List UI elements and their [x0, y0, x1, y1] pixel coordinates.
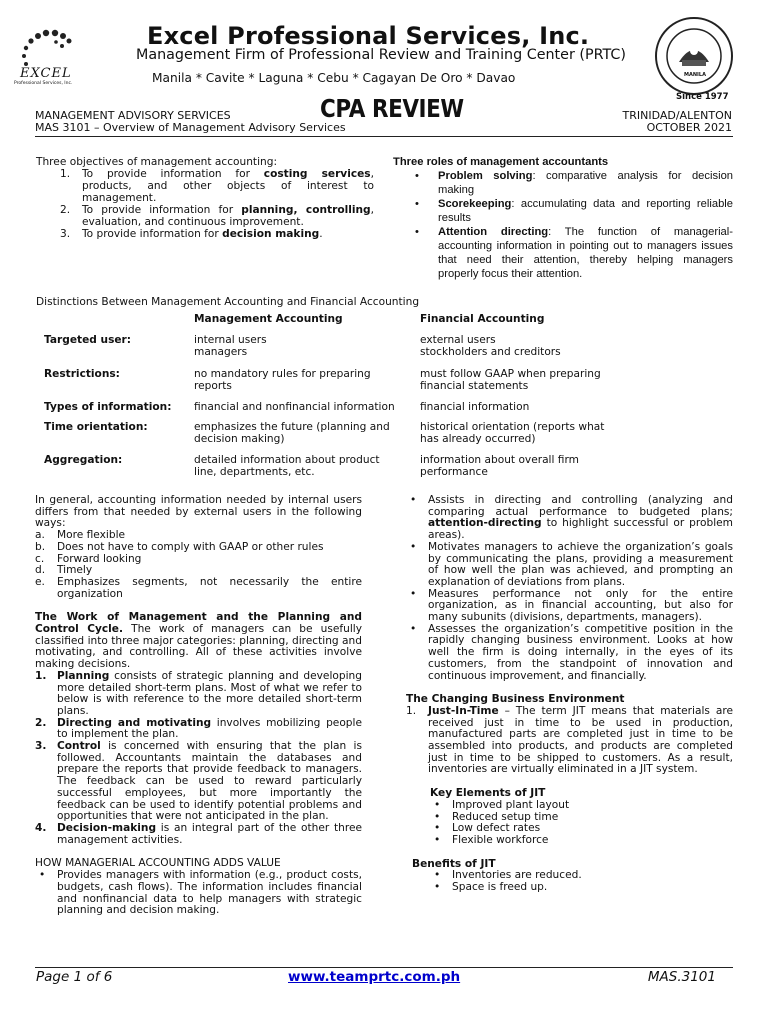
objective-item — [60, 228, 374, 240]
way-letter: b. — [35, 540, 46, 553]
work-bold: Control — [57, 740, 101, 753]
row-fin: financial information — [420, 401, 530, 413]
work-item — [35, 741, 362, 823]
way-text: Timely — [57, 564, 93, 577]
objective-text: . — [319, 228, 323, 240]
since-label: Since 1977 — [676, 92, 729, 102]
objective-text: , evaluation, and continuous improvement. — [82, 204, 374, 228]
role-bold: Attention directing — [438, 226, 549, 238]
work-text: is concerned with ensuring that the plan is followed. Accountants maintain the databases and prepare the reports that provide feedback to managers. The feedback can be used to reward particularly successful employees, but more importantly the feedback can be used to identify potential problems and opportunities that were not anticipated in the plan. — [57, 740, 362, 823]
key-item-text: Reduced setup time — [452, 810, 559, 823]
value-bullet — [406, 624, 733, 683]
row-fin: external users stockholders and creditors — [420, 334, 561, 358]
bullet-text: Motivates managers to achieve the organization’s goals by communicating the plans, providing a measurement of how well the plan was achieved, and prompting an explanation of deviations from plans. — [428, 540, 733, 588]
key-list — [430, 800, 733, 847]
work-heading: The Work of Management and the Planning and Control Cycle. — [35, 611, 362, 636]
work-num: 1. — [35, 669, 47, 682]
course-right-2: OCTOBER 2021 — [646, 121, 732, 134]
work-bold: Planning — [57, 669, 110, 682]
benefit-item — [430, 882, 733, 894]
role-bold: Problem solving — [438, 170, 533, 182]
bullet-text: to highlight successful or problem areas). — [428, 517, 733, 542]
way-letter: e. — [35, 575, 45, 588]
work-bold: Decision-making — [57, 821, 157, 834]
row-label: Types of information: — [44, 401, 172, 413]
value-item-text: Provides managers with information (e.g., product costs, budgets, cash flows). The information includes financial and nonfinancial data to help managers with strategic planning and decision making. — [57, 869, 362, 917]
objective-bold: planning, controlling — [241, 204, 371, 216]
objective-text: , products, and other objects of interest to management. — [82, 168, 374, 204]
cpa-review-title: CPA REVIEW — [320, 94, 464, 123]
role-text: : comparative analysis for decision making — [438, 170, 734, 196]
header-rule — [35, 136, 733, 137]
key-item-text: Low defect rates — [452, 822, 541, 835]
objective-bold: decision making — [222, 228, 320, 240]
benefits-list — [430, 870, 733, 893]
row-fin: information about overall firm performance — [420, 454, 579, 478]
value-bullet — [406, 542, 733, 589]
objective-num: 1. — [60, 168, 71, 180]
roles-section — [393, 155, 733, 281]
jit-item — [406, 706, 733, 776]
left-column — [35, 495, 362, 917]
key-item — [430, 835, 733, 847]
row-label: Targeted user: — [44, 334, 132, 346]
objective-bold: costing services — [263, 168, 371, 180]
row-label: Time orientation: — [44, 421, 148, 433]
footer-code: MAS.3101 — [647, 969, 716, 985]
key-title: Key Elements of JIT — [430, 787, 546, 800]
objectives-list — [60, 168, 374, 240]
key-item-text: Flexible workforce — [452, 833, 549, 846]
work-text: involves mobilizing people to implement the plan. — [57, 716, 362, 741]
course-left-2: MAS 3101 – Overview of Management Advisory Services — [35, 121, 346, 134]
objective-text: To provide information for — [82, 228, 223, 240]
bullet-text: Assists in directing and controlling (analyzing and comparing actual performance to budgeted plans; — [428, 494, 733, 518]
company-subtitle: Management Firm of Professional Review and Training Center (PRTC) — [136, 47, 626, 63]
right-bullets — [406, 495, 733, 682]
way-letter: a. — [35, 529, 45, 542]
course-right-1: TRINIDAD/ALENTON — [622, 109, 732, 122]
ways-list — [35, 530, 362, 600]
work-paragraph — [35, 612, 362, 671]
work-num: 3. — [35, 740, 47, 753]
value-bullet — [406, 589, 733, 624]
objectives-section — [36, 156, 374, 240]
row-fin: must follow GAAP when preparing financial statements — [420, 368, 601, 392]
work-text: consists of strategic planning and developing more detailed short-term plans. Most of what we refer to below is with reference to the more detailed short-term plans. — [57, 669, 362, 717]
work-bold: Directing and motivating — [57, 716, 212, 729]
row-label: Aggregation: — [44, 454, 123, 466]
work-item — [35, 671, 362, 718]
objective-num: 2. — [60, 204, 71, 216]
benefits-title: Benefits of JIT — [412, 857, 496, 870]
way-text: Emphasizes segments, not necessarily the entire organization — [57, 575, 362, 600]
work-list — [35, 671, 362, 847]
value-item — [35, 870, 362, 917]
role-item — [393, 169, 733, 197]
general-paragraph: In general, accounting information needed by internal users differs from that needed by external users in the following ways: — [35, 494, 362, 530]
bullet-text: Assesses the organization’s competitive position in the rapidly changing business environment. Looks at how well the firm is doing internally, in the eyes of its customers, from the standpoint of innovation and continuous improvement, and financially. — [428, 622, 733, 682]
footer-url-link[interactable]: www.teamprtc.com.ph — [288, 969, 461, 985]
jit-num: 1. — [406, 704, 417, 717]
roles-list — [393, 169, 733, 281]
excel-logo — [14, 20, 76, 92]
benefit-item-text: Space is freed up. — [452, 881, 548, 894]
logo-left-sub: Professional Services, Inc. — [14, 81, 73, 86]
role-text: : accumulating data and reporting reliable results — [438, 198, 733, 224]
col-header-mgmt: Management Accounting — [194, 313, 343, 325]
work-num: 4. — [35, 821, 47, 834]
benefit-item-text: Inventories are reduced. — [452, 869, 582, 882]
row-mgmt: internal users managers — [194, 334, 267, 358]
way-text: Does not have to comply with GAAP or other rules — [57, 540, 324, 553]
way-letter: d. — [35, 564, 46, 577]
work-text: The work of managers can be usefully classified into three major categories: planning, directing and motivating, and controlling. All of these activities involve making decisions. — [35, 623, 362, 671]
row-mgmt: emphasizes the future (planning and decision making) — [194, 421, 390, 445]
footer-page: Page 1 of 6 — [36, 969, 113, 985]
footer-rule — [35, 967, 733, 968]
objective-num: 3. — [60, 228, 71, 240]
row-fin: historical orientation (reports what has already occurred) — [420, 421, 605, 445]
env-title: The Changing Business Environment — [406, 693, 625, 706]
role-text: : The function of managerial-accounting information in pointing out to managers issues that need their attention, thereby helping managers properly focus their attention. — [438, 226, 733, 280]
bullet-text: Measures performance not only for the entire organization, as in financial accounting, but also for many subunits (divisions, departments, managers). — [428, 587, 733, 624]
way-text: Forward looking — [57, 552, 142, 565]
role-bold: Scorekeeping — [438, 198, 512, 210]
row-label: Restrictions: — [44, 368, 120, 380]
work-text: is an integral part of the other three management activities. — [57, 821, 362, 846]
objective-text: To provide information for — [82, 168, 264, 180]
way-text: More flexible — [57, 529, 126, 542]
key-item-text: Improved plant layout — [452, 798, 570, 811]
objectives-intro: Three objectives of management accounting: — [36, 156, 278, 168]
role-item — [393, 225, 733, 281]
role-item — [393, 197, 733, 225]
roles-title: Three roles of management accountants — [393, 156, 609, 168]
row-mgmt: no mandatory rules for preparing reports — [194, 368, 371, 392]
value-title: HOW MANAGERIAL ACCOUNTING ADDS VALUE — [35, 857, 281, 870]
value-bullet — [406, 495, 733, 542]
col-header-fin: Financial Accounting — [420, 313, 545, 325]
prtc-seal — [654, 16, 734, 96]
jit-bold: Just-In-Time — [428, 704, 499, 717]
seal-city: MANILA — [684, 72, 706, 78]
work-item — [35, 823, 362, 846]
way-letter: c. — [35, 552, 45, 565]
bullet-bold: attention-directing — [428, 517, 542, 530]
company-cities: Manila * Cavite * Laguna * Cebu * Cagayan De Oro * Davao — [152, 71, 516, 85]
row-mgmt: financial and nonfinancial information — [194, 401, 395, 413]
work-num: 2. — [35, 716, 47, 729]
logo-left-text: EXCEL — [20, 66, 72, 81]
right-column — [406, 495, 733, 894]
work-item — [35, 718, 362, 741]
way-item — [35, 577, 362, 600]
objective-text: To provide information for — [82, 204, 242, 216]
row-mgmt: detailed information about product line, departments, etc. — [194, 454, 380, 478]
company-name: Excel Professional Services, Inc. — [147, 22, 590, 50]
objective-item — [60, 204, 374, 228]
distinctions-title: Distinctions Between Management Accounting and Financial Accounting — [36, 296, 420, 308]
jit-text: – The term JIT means that materials are received just in time to be used in production, manufactured parts are completed just in time to be assembled into products, and products are completed just in time to be shipped to customers. As a result, inventories are virtually eliminated in a JIT system. — [428, 704, 733, 776]
course-left-1: MANAGEMENT ADVISORY SERVICES — [35, 109, 231, 122]
distinctions-table — [44, 334, 744, 484]
objective-item — [60, 168, 374, 204]
